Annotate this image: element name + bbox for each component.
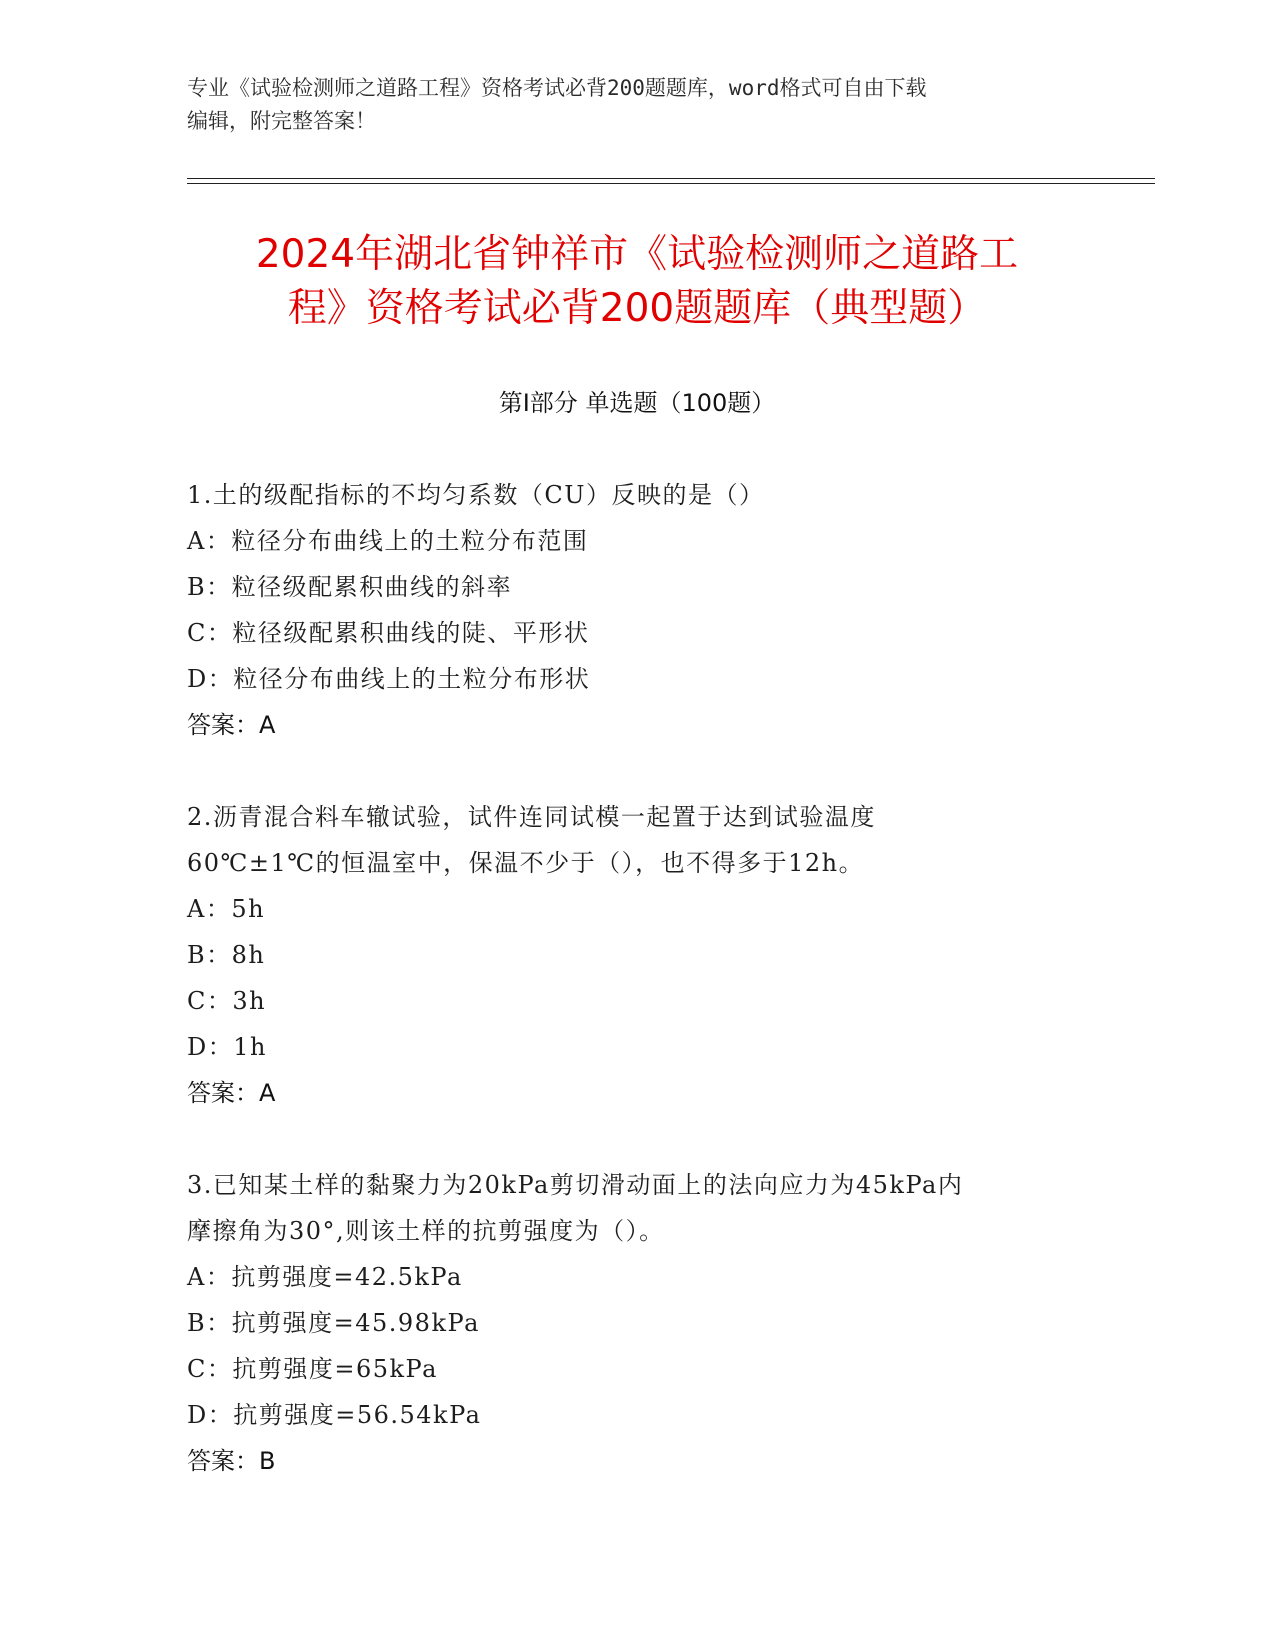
header-divider-top: [187, 178, 1155, 179]
header-note-line-2: 编辑，附完整答案！: [187, 109, 376, 133]
question-option-a: A：粒径分布曲线上的土粒分布范围: [187, 527, 589, 555]
question-2: [187, 794, 1067, 1116]
question-option-c: C：抗剪强度=65kPa: [187, 1355, 438, 1383]
question-option-d: D：粒径分布曲线上的土粒分布形状: [187, 665, 591, 693]
question-stem-continued: 摩擦角为30°,则该土样的抗剪强度为（）。: [187, 1217, 665, 1245]
question-stem: 3.已知某土样的黏聚力为20kPa剪切滑动面上的法向应力为45kPa内: [187, 1171, 964, 1199]
question-option-a: A：抗剪强度=42.5kPa: [187, 1263, 463, 1291]
question-option-c: C：3h: [187, 987, 267, 1015]
question-answer: 答案：A: [187, 1079, 276, 1107]
question-option-b: B：粒径级配累积曲线的斜率: [187, 573, 513, 601]
question-stem: 2.沥青混合料车辙试验，试件连同试模一起置于达到试验温度: [187, 803, 876, 831]
question-option-d: D：1h: [187, 1033, 267, 1061]
document-title-line-1: 2024年湖北省钟祥市《试验检测师之道路工: [255, 232, 1019, 277]
question-list: [187, 472, 1067, 1530]
question-stem: 1.土的级配指标的不均匀系数（CU）反映的是（）: [187, 481, 765, 509]
question-answer: 答案：A: [187, 711, 276, 739]
section-heading: 第Ⅰ部分 单选题（100题）: [498, 389, 776, 417]
document-title: [187, 228, 1087, 336]
question-option-b: B：8h: [187, 941, 266, 969]
document-title-line-2: 程》资格考试必背200题题库（典型题）: [287, 286, 987, 331]
header-divider-bottom: [187, 183, 1155, 184]
document-header-note: [187, 72, 1087, 138]
question-1: [187, 472, 1067, 748]
question-3: [187, 1162, 1067, 1484]
header-note-line-1: 专业《试验检测师之道路工程》资格考试必背200题题库，word格式可自由下载: [187, 76, 927, 100]
question-option-d: D：抗剪强度=56.54kPa: [187, 1401, 482, 1429]
question-option-c: C：粒径级配累积曲线的陡、平形状: [187, 619, 590, 647]
question-stem-continued: 60℃±1℃的恒温室中，保温不少于（），也不得多于12h。: [187, 849, 865, 877]
question-option-b: B：抗剪强度=45.98kPa: [187, 1309, 480, 1337]
question-option-a: A：5h: [187, 895, 266, 923]
question-answer: 答案：B: [187, 1447, 276, 1475]
